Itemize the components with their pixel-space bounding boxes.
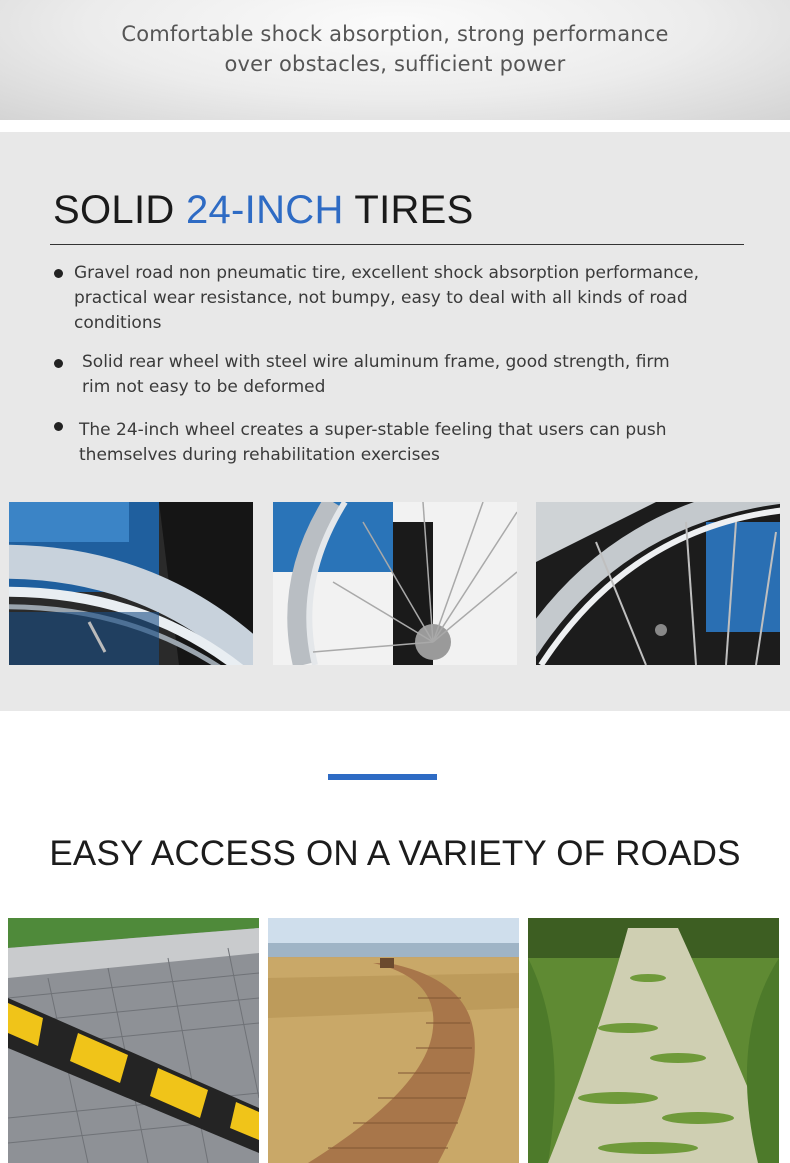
banner-text-line-2: over obstacles, sufficient power — [224, 52, 566, 76]
tires-heading — [53, 188, 474, 233]
banner-text-line-1: Comfortable shock absorption, strong performance — [121, 22, 669, 46]
stone-path-road-photo — [528, 918, 779, 1163]
roads-heading: EASY ACCESS ON A VARIETY OF ROADS — [49, 834, 741, 873]
feature-text-2: Solid rear wheel with steel wire aluminum frame, good strength, firm rim not easy to be deformed — [82, 352, 670, 397]
tire-spokes-photo-2 — [273, 502, 517, 665]
heading-divider — [50, 244, 744, 245]
feature-text-1: Gravel road non pneumatic tire, excellent shock absorption performance, practical wear resistance, not bumpy, easy to deal with all kinds of road conditions — [74, 263, 699, 333]
tires-heading-part-2: TIRES — [343, 188, 474, 232]
feature-text-3: The 24-inch wheel creates a super-stable feeling that users can push themselves during rehabilitation exercises — [79, 420, 667, 465]
bullet-dot-icon — [54, 422, 63, 431]
boardwalk-road-photo — [268, 918, 519, 1163]
feature-bullet-1 — [74, 261, 714, 336]
bullet-dot-icon — [54, 359, 63, 368]
feature-bullet-3 — [79, 418, 699, 468]
accent-bar — [328, 774, 437, 780]
speed-bump-road-photo — [8, 918, 259, 1163]
top-banner — [0, 0, 790, 120]
bullet-dot-icon — [54, 269, 63, 278]
tire-rim-photo-3 — [536, 502, 780, 665]
feature-bullet-2 — [82, 350, 682, 400]
tire-closeup-photo-1 — [9, 502, 253, 665]
tires-section — [0, 132, 790, 711]
tires-heading-accent: 24-INCH — [185, 188, 344, 232]
tires-heading-part-1: SOLID — [53, 188, 186, 232]
